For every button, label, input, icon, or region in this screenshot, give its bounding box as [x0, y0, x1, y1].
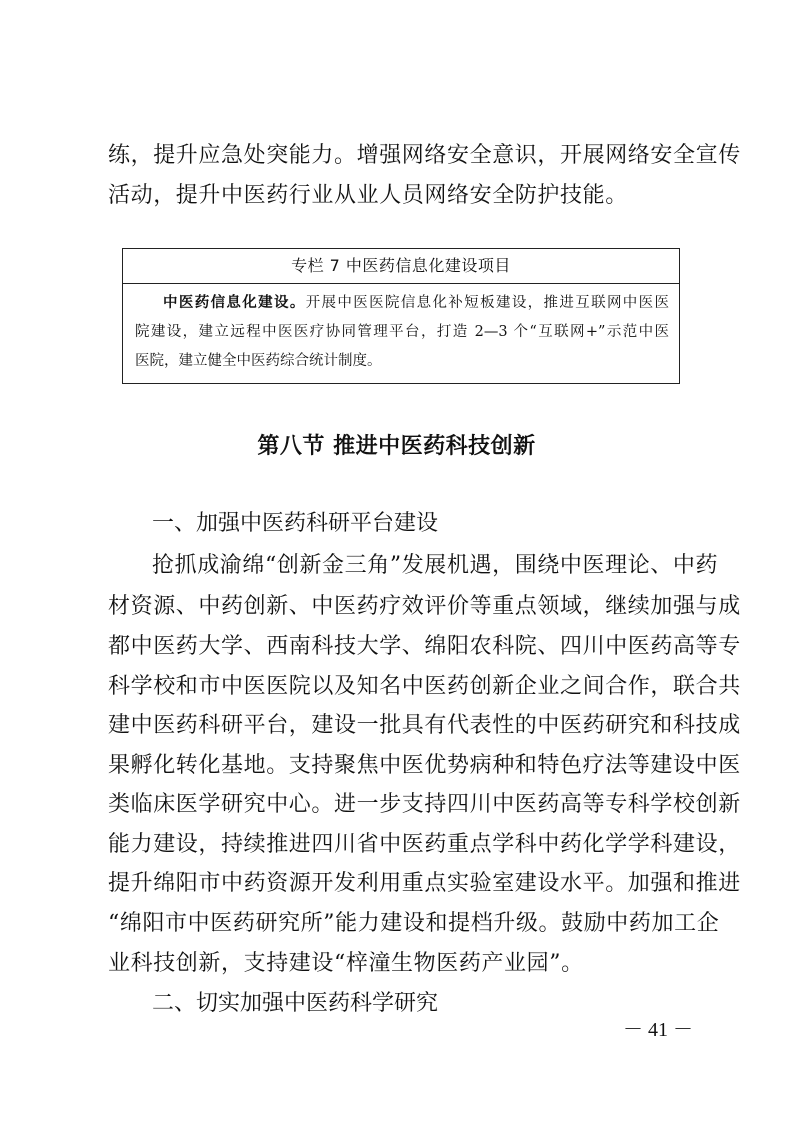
- special-column-box: [122, 248, 680, 384]
- body-line-10: “绵阳市中医药研究所”能力建设和提档升级。鼓励中药加工企: [108, 911, 720, 936]
- body-line-7: 类临床医学研究中心。进一步支持四川中医药高等专科学校创新: [108, 792, 741, 817]
- special-column-title: 专栏 7 中医药信息化建设项目: [123, 249, 679, 284]
- special-column-line-1: [163, 293, 669, 313]
- special-column-line-1-text: 开展中医医院信息化补短板建设，推进互联网中医医: [305, 295, 670, 311]
- heading-two: 二、切实加强中医药科学研究: [152, 991, 439, 1016]
- intro-line-2: 活动，提升中医药行业从业人员网络安全防护技能。: [108, 183, 628, 208]
- body-line-9: 提升绵阳市中药资源开发利用重点实验室建设水平。加强和推进: [108, 871, 741, 896]
- heading-one: 一、加强中医药科研平台建设: [152, 511, 439, 536]
- body-line-2: 材资源、中药创新、中医药疗效评价等重点领域，继续加强与成: [108, 594, 741, 619]
- body-line-4: 科学校和市中医医院以及知名中医药创新企业之间合作，联合共: [108, 674, 741, 699]
- body-line-1: 抢抓成渝绵“创新金三角”发展机遇，围绕中医理论、中药: [152, 553, 719, 578]
- body-line-5: 建中医药科研平台，建设一批具有代表性的中医药研究和科技成: [108, 713, 741, 738]
- page-number: － 41 －: [623, 1019, 693, 1041]
- body-line-6: 果孵化转化基地。支持聚焦中医优势病种和特色疗法等建设中医: [108, 753, 741, 778]
- intro-line-1: 练，提升应急处突能力。增强网络安全意识，开展网络安全宣传: [108, 143, 741, 168]
- special-column-line-3: 医院，建立健全中医药综合统计制度。: [135, 353, 382, 369]
- body-line-11: 业科技创新，支持建设“梓潼生物医药产业园”。: [108, 951, 584, 976]
- body-line-8: 能力建设，持续推进四川省中医药重点学科中药化学学科建设，: [108, 832, 741, 857]
- special-column-line-2: 院建设，建立远程中医医疗协同管理平台，打造 2—3 个“互联网+”示范中医: [135, 324, 669, 340]
- special-column-lead: 中医药信息化建设。: [163, 294, 306, 311]
- section-title: 第八节 推进中医药科技创新: [257, 434, 536, 459]
- body-line-3: 都中医药大学、西南科技大学、绵阳农科院、四川中医药高等专: [108, 634, 741, 659]
